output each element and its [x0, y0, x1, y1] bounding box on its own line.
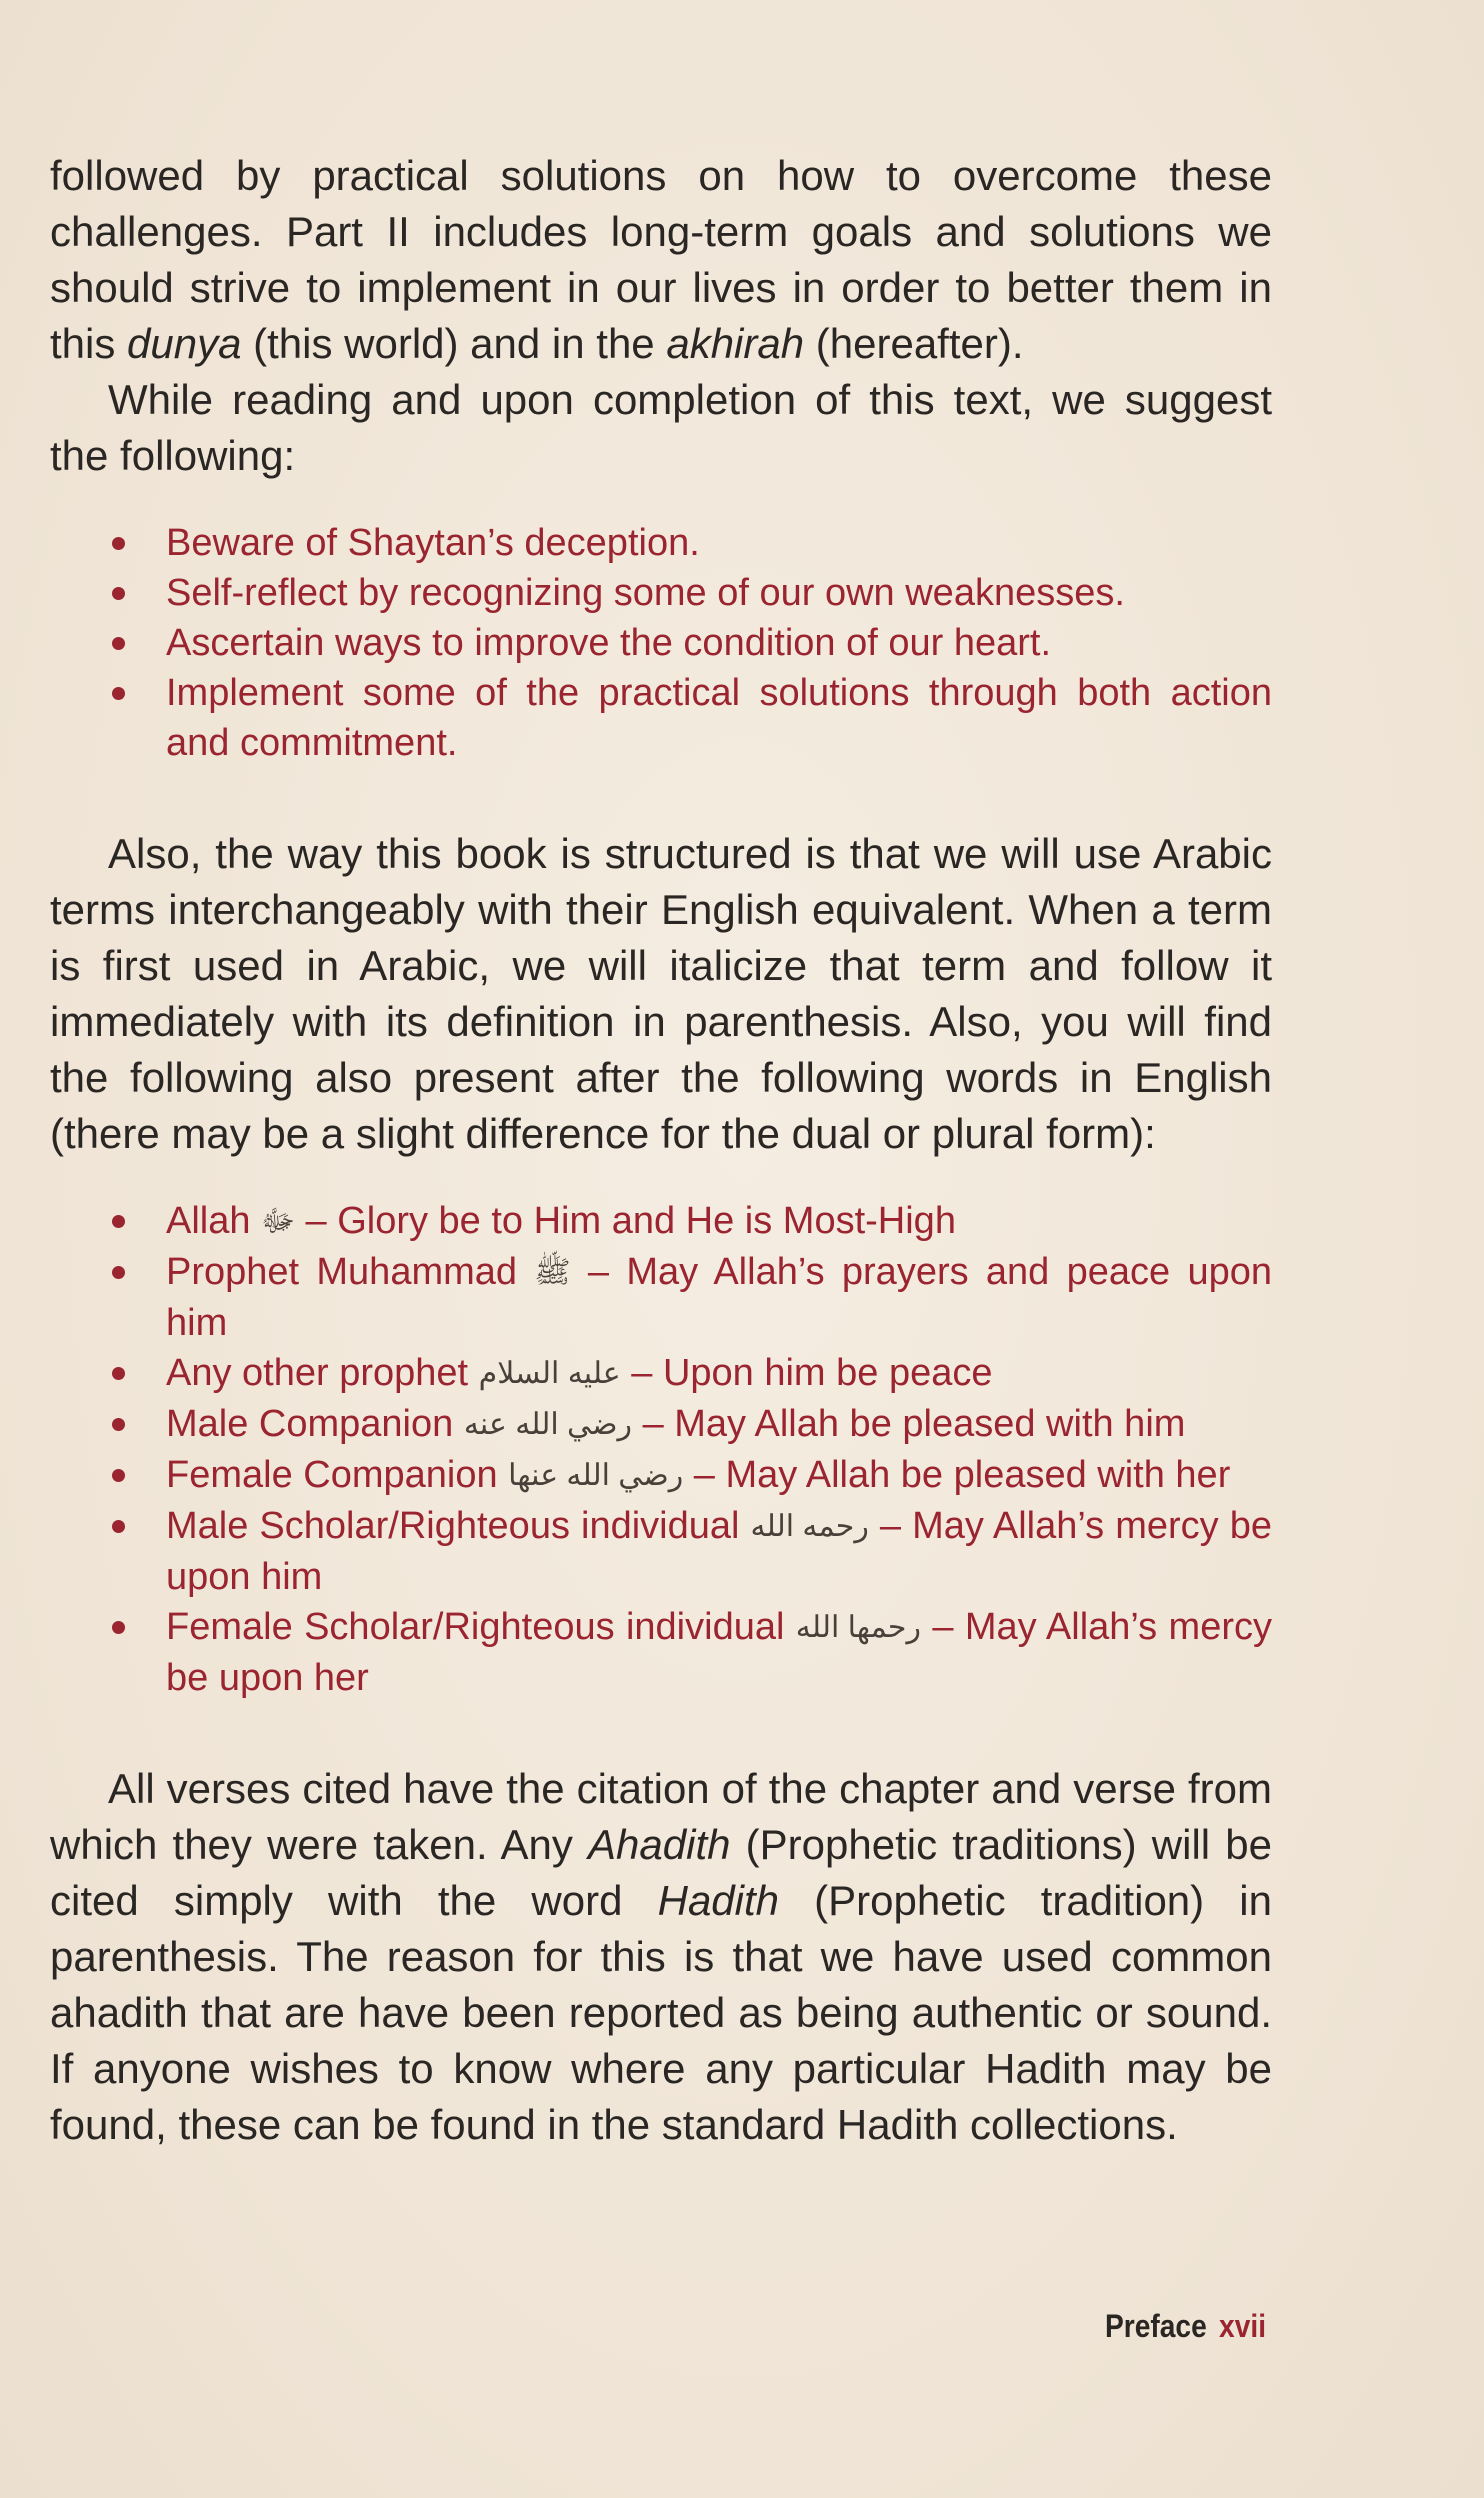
arabic-term: Hadith — [657, 1877, 780, 1924]
arabic-term: akhirah — [666, 320, 805, 367]
page-footer — [1105, 2308, 1266, 2345]
honorific-symbol-icon: رحمها الله — [795, 1611, 921, 1644]
list-item: Implement some of the practical solutions through both action and commitment. — [112, 668, 1272, 768]
honorific-term: Male Scholar/Righteous individual — [166, 1505, 740, 1547]
list-item: Self-reflect by recognizing some of our own weaknesses. — [112, 568, 1272, 618]
list-item — [112, 1247, 1272, 1348]
honorific-symbol-icon: رحمه الله — [750, 1510, 869, 1543]
list-item: Ascertain ways to improve the condition of our heart. — [112, 618, 1272, 668]
paragraph-text: (Prophetic traditions) will be cited simply with the word — [50, 1821, 1272, 1924]
honorific-symbol-icon: رضي الله عنها — [508, 1459, 684, 1492]
footer-section: Preface — [1104, 2308, 1207, 2344]
honorific-term: Male Companion — [166, 1403, 454, 1445]
suggestions-list — [50, 518, 1272, 768]
paragraph-citations — [50, 1761, 1272, 2153]
list-item — [112, 1501, 1272, 1602]
honorific-term: Prophet Muhammad — [166, 1251, 518, 1293]
list-item — [112, 1602, 1272, 1703]
paragraph-suggest: While reading and upon completion of this text, we suggest the following: — [50, 376, 1272, 479]
list-item: Beware of Shaytan’s deception. — [112, 518, 1272, 568]
honorific-term: Allah — [166, 1200, 251, 1242]
honorific-term: Female Scholar/Righteous individual — [166, 1606, 785, 1648]
honorific-meaning: – May Allah’s mercy be upon her — [166, 1606, 1272, 1699]
paragraph-text: (this world) and in the — [241, 320, 667, 367]
honorific-meaning: – Glory be to Him and He is Most-High — [305, 1200, 956, 1242]
page-number: xvii — [1219, 2308, 1266, 2344]
honorific-symbol-icon: ﷻ — [261, 1205, 295, 1238]
honorific-term: Any other prophet — [166, 1352, 469, 1394]
list-item — [112, 1399, 1272, 1450]
arabic-term: Ahadith — [588, 1821, 731, 1868]
page-body — [50, 148, 1272, 2153]
paragraph-structure: Also, the way this book is structured is that we will use Arabic terms interchangeably with their English equivalent. When a term is first used in Arabic, we will italicize that term and follow it immediately with its definition in parenthesis. Also, you will find the following also present after the following words in English (there may be a slight difference for the dual or plural form): — [50, 830, 1272, 1157]
honorific-meaning: – May Allah’s mercy be upon him — [166, 1505, 1272, 1598]
honorific-meaning: – May Allah’s prayers and peace upon him — [166, 1251, 1272, 1344]
honorific-meaning: – May Allah be pleased with him — [642, 1403, 1186, 1445]
arabic-term: dunya — [127, 320, 242, 367]
list-item — [112, 1450, 1272, 1501]
honorific-symbol-icon: عليه السلام — [478, 1357, 621, 1390]
honorific-meaning: – May Allah be pleased with her — [693, 1454, 1231, 1496]
honorifics-list — [50, 1196, 1272, 1703]
paragraph-text: (Prophetic tradition) in parenthesis. The reason for this is that we have used common ahadith that are have been reported as being authentic or sound. If anyone wishes to know where any particular Hadith may be found, these can be found in the standard Hadith collections. — [50, 1877, 1272, 2148]
honorific-term: Female Companion — [166, 1454, 498, 1496]
list-item — [112, 1348, 1272, 1399]
honorific-symbol-icon: ﷺ — [534, 1256, 571, 1289]
paragraph-text: (hereafter). — [804, 320, 1024, 367]
paragraph-text: All verses cited have the citation of the chapter and verse from which they were taken. Any — [50, 1765, 1272, 1868]
list-item — [112, 1196, 1272, 1247]
paragraph-text: followed by practical solutions on how to overcome these challenges. Part II includes long-term goals and solutions we should strive to implement in our lives in order to better them in this — [50, 152, 1272, 367]
paragraph-intro — [50, 148, 1272, 372]
honorific-symbol-icon: رضي الله عنه — [463, 1408, 632, 1441]
honorific-meaning: – Upon him be peace — [631, 1352, 993, 1394]
